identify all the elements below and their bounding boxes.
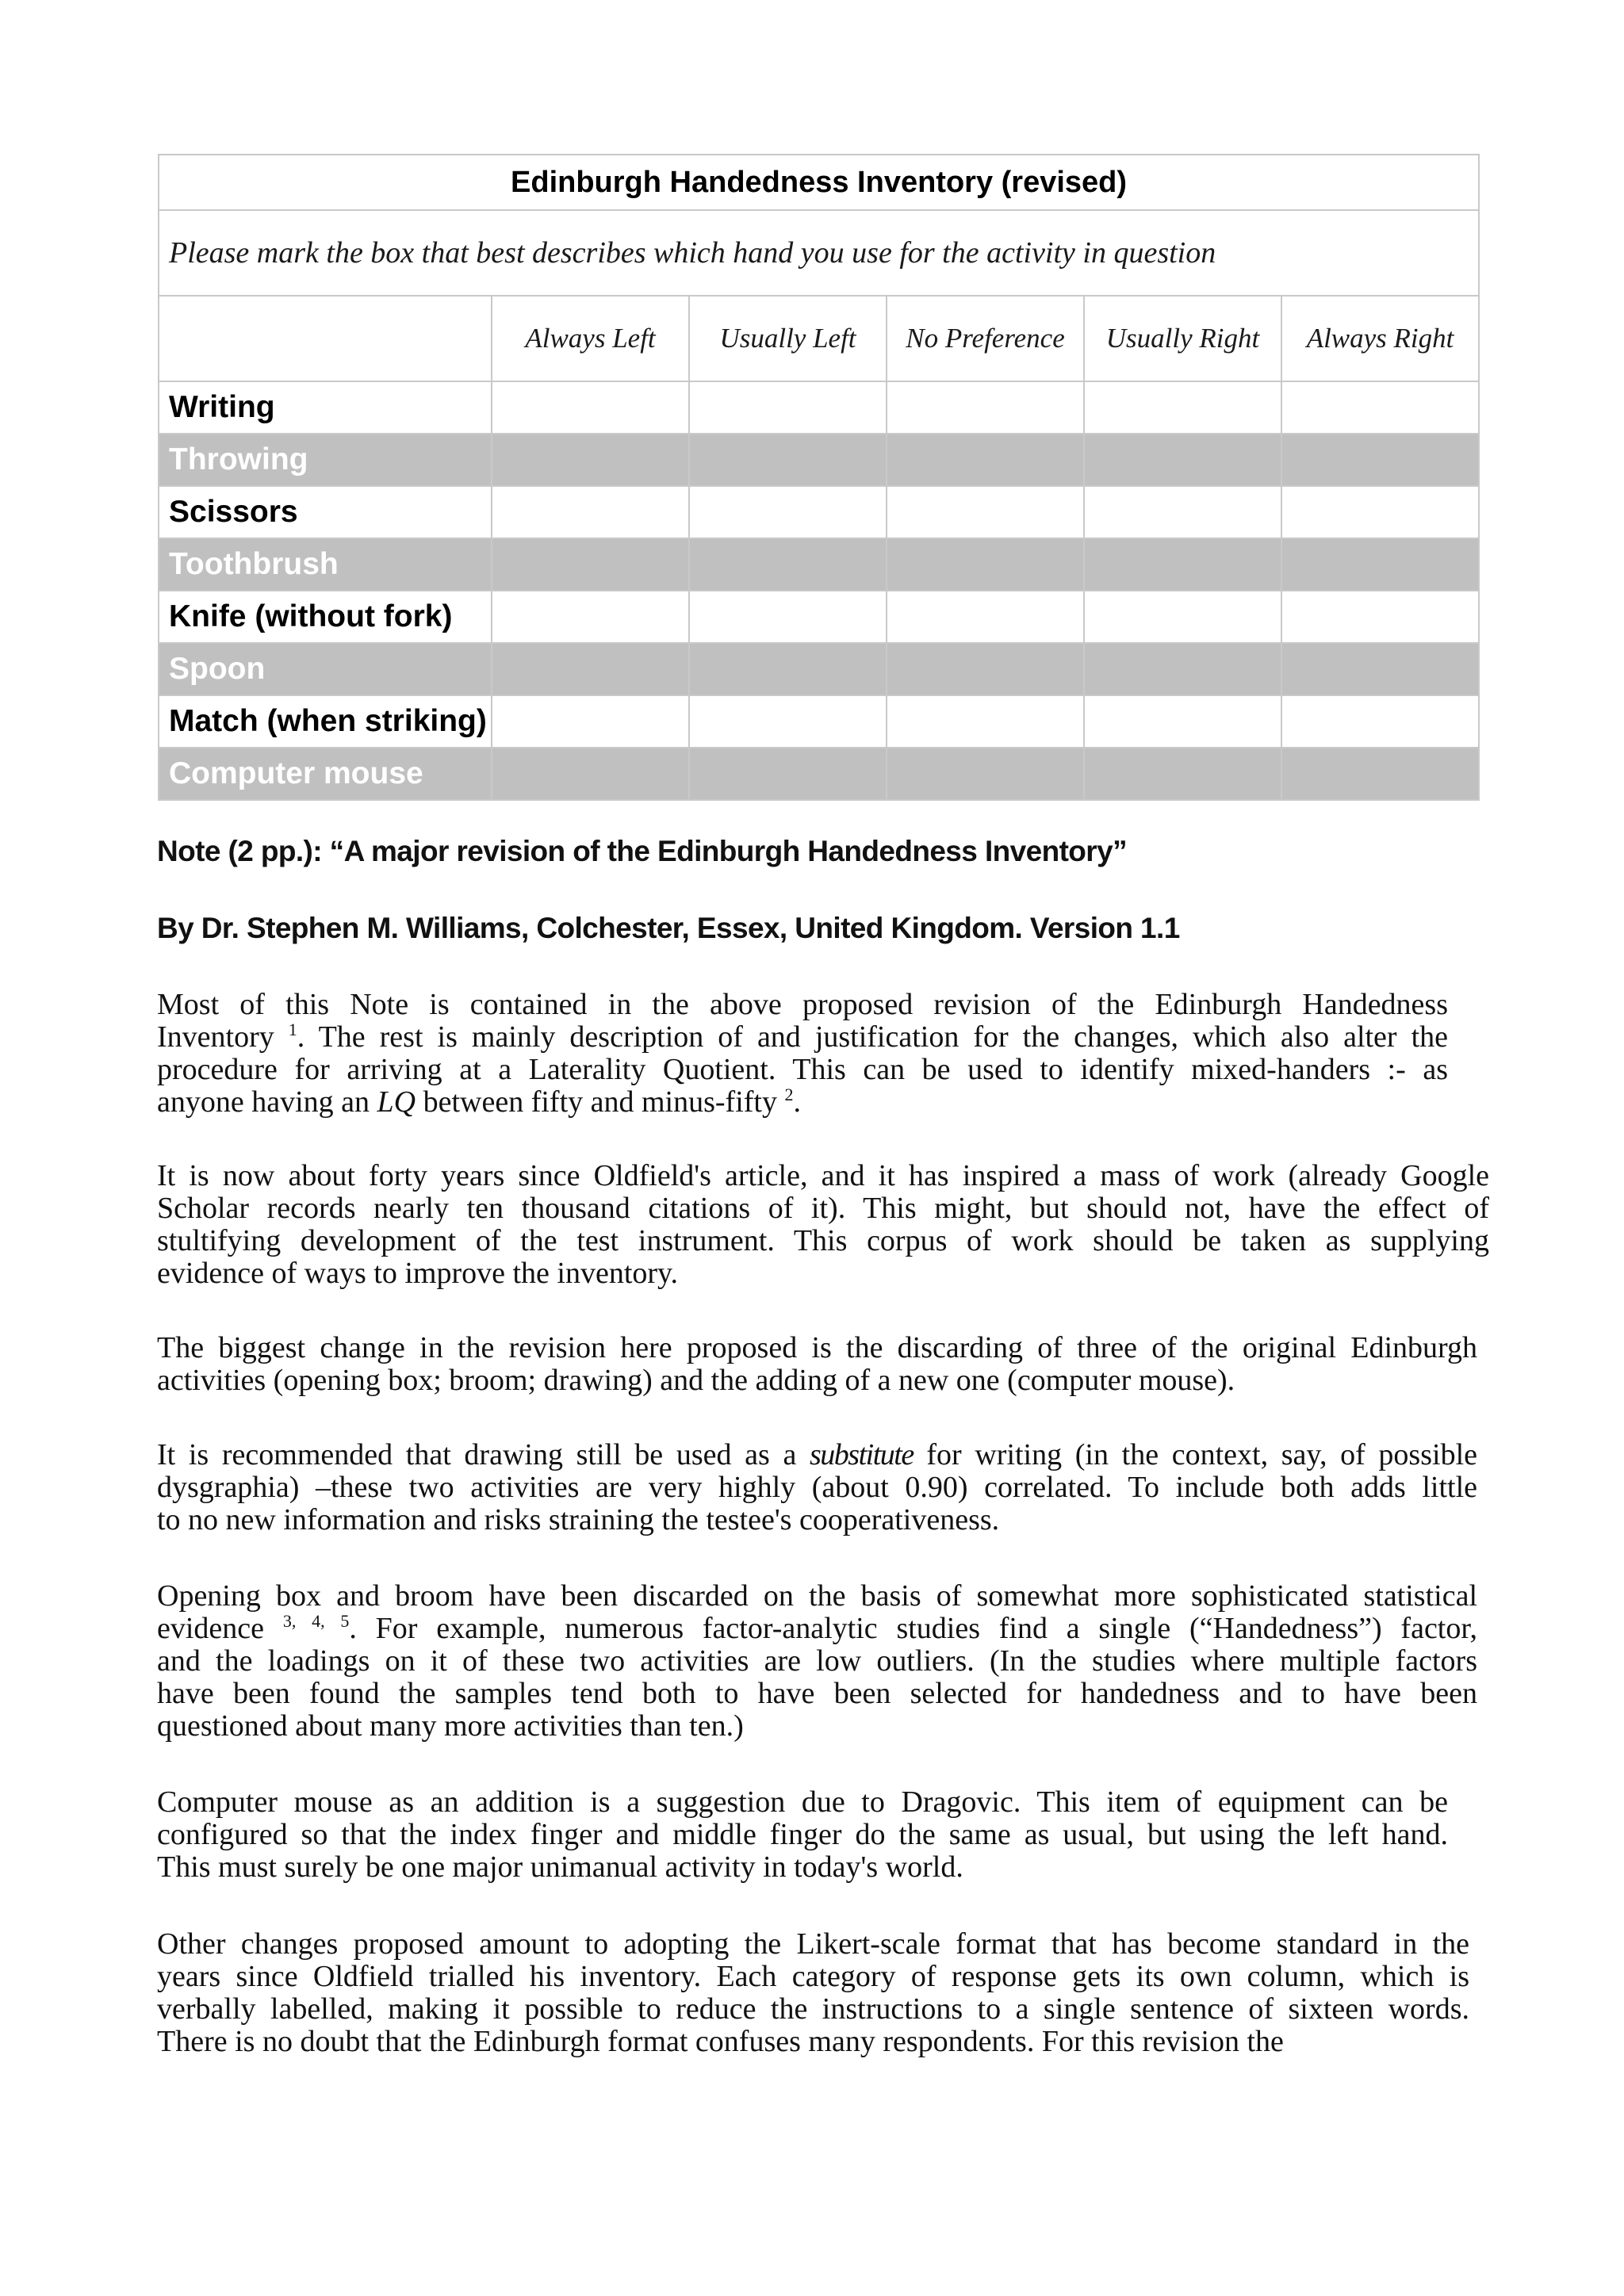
activity-label: Scissors: [159, 486, 492, 538]
paragraph-7: [157, 1928, 1469, 2058]
response-box[interactable]: [1281, 486, 1479, 538]
response-box[interactable]: [492, 538, 689, 591]
text-line: Other changes proposed amount to adopting the Likert-scale format that has become standard in the: [157, 1927, 1469, 1961]
response-box[interactable]: [1084, 643, 1281, 695]
response-box[interactable]: [1281, 748, 1479, 800]
footnote-ref: 3, 4, 5: [282, 1611, 350, 1631]
text-line: configured so that the index finger and middle finger do the same as usual, but using the left hand.: [157, 1818, 1448, 1851]
text-line: stultifying development of the test instrument. This corpus of work should be taken as supplying: [157, 1224, 1489, 1257]
text-run: It is recommended that drawing still be used as a: [157, 1438, 810, 1471]
response-box[interactable]: [689, 643, 887, 695]
text-line: The biggest change in the revision here proposed is the discarding of three of the original Edinburgh: [157, 1331, 1477, 1364]
text-line: Computer mouse as an addition is a suggestion due to Dragovic. This item of equipment can be: [157, 1785, 1448, 1819]
response-box[interactable]: [887, 538, 1084, 591]
activity-label: Toothbrush: [159, 538, 492, 591]
activity-label: Spoon: [159, 643, 492, 695]
text-line: years since Oldfield trialled his inventory. Each category of response gets its own column, which is: [157, 1960, 1469, 1993]
text-line: to no new information and risks straining the testee's cooperativeness.: [157, 1503, 1000, 1536]
text-run: between fifty and minus-fifty: [416, 1085, 785, 1119]
paragraph-5: [157, 1580, 1477, 1743]
response-box[interactable]: [1281, 591, 1479, 643]
response-box[interactable]: [1084, 695, 1281, 748]
paragraph-2: [157, 1160, 1489, 1290]
text-line: and the loadings on it of these two activities are low outliers. (In the studies where multiple factors: [157, 1644, 1477, 1678]
response-box[interactable]: [689, 591, 887, 643]
text-line: Opening box and broom have been discarded on the basis of somewhat more sophisticated statistical: [157, 1579, 1477, 1613]
paragraph-3: [157, 1332, 1477, 1397]
text-line: [157, 1439, 1477, 1471]
substitute-term: substitute: [810, 1438, 914, 1471]
column-header-always-right: Always Right: [1281, 296, 1479, 381]
text-line: procedure for arriving at a Laterality Quotient. This can be used to identify mixed-handers :- as: [157, 1053, 1448, 1086]
response-box[interactable]: [1281, 434, 1479, 486]
response-box[interactable]: [492, 486, 689, 538]
footnote-ref: 2: [784, 1085, 794, 1104]
activity-label: Knife (without fork): [159, 591, 492, 643]
response-box[interactable]: [1281, 643, 1479, 695]
inventory-instruction: Please mark the box that best describes which hand you use for the activity in question: [159, 210, 1479, 296]
text-line: Scholar records nearly ten thousand citations of it). This might, but should not, have the effect of: [157, 1192, 1489, 1225]
text-line: It is now about forty years since Oldfield's article, and it has inspired a mass of work (already Google: [157, 1159, 1489, 1192]
response-box[interactable]: [689, 434, 887, 486]
activity-label: Computer mouse: [159, 748, 492, 800]
response-box[interactable]: [492, 695, 689, 748]
column-header-always-left: Always Left: [492, 296, 689, 381]
response-box[interactable]: [887, 486, 1084, 538]
text-run: anyone having an: [157, 1085, 377, 1119]
text-run: .: [793, 1085, 801, 1119]
response-box[interactable]: [1084, 591, 1281, 643]
text-line: This must surely be one major unimanual activity in today's world.: [157, 1850, 963, 1884]
response-box[interactable]: [887, 434, 1084, 486]
response-box[interactable]: [689, 538, 887, 591]
activity-label: Throwing: [159, 434, 492, 486]
response-box[interactable]: [492, 643, 689, 695]
response-box[interactable]: [887, 695, 1084, 748]
response-box[interactable]: [887, 748, 1084, 800]
response-box[interactable]: [492, 748, 689, 800]
lq-term: LQ: [377, 1085, 416, 1119]
text-line: verbally labelled, making it possible to reduce the instructions to a single sentence of sixteen words.: [157, 1992, 1469, 2026]
header-empty-cell: [159, 296, 492, 381]
text-run: Inventory: [157, 1020, 289, 1054]
text-line: Most of this Note is contained in the above proposed revision of the Edinburgh Handedness: [157, 988, 1448, 1021]
response-box[interactable]: [689, 486, 887, 538]
response-box[interactable]: [1084, 434, 1281, 486]
text-line: [157, 1021, 1448, 1054]
text-line: evidence of ways to improve the inventory.: [157, 1257, 679, 1290]
response-box[interactable]: [492, 591, 689, 643]
activity-row-match: [159, 695, 1479, 748]
response-box[interactable]: [1281, 381, 1479, 434]
column-header-usually-left: Usually Left: [689, 296, 887, 381]
response-box[interactable]: [1281, 538, 1479, 591]
response-box[interactable]: [887, 643, 1084, 695]
handedness-inventory-table: [158, 154, 1480, 801]
activity-row-spoon: [159, 643, 1479, 695]
inventory-title: Edinburgh Handedness Inventory (revised): [159, 155, 1479, 210]
text-run: evidence: [157, 1612, 283, 1645]
footnote-ref: 1: [288, 1020, 297, 1039]
activity-row-throwing: [159, 434, 1479, 486]
response-box[interactable]: [1084, 486, 1281, 538]
text-line: activities (opening box; broom; drawing) and the adding of a new one (computer mouse).: [157, 1364, 1235, 1397]
text-run: . For example, numerous factor-analytic studies find a single (“Handedness”) factor,: [349, 1612, 1477, 1645]
response-box[interactable]: [1281, 695, 1479, 748]
activity-label: Writing: [159, 381, 492, 434]
note-heading: Note (2 pp.): “A major revision of the Edinburgh Handedness Inventory”: [157, 835, 1127, 867]
response-box[interactable]: [1084, 748, 1281, 800]
response-box[interactable]: [1084, 381, 1281, 434]
response-box[interactable]: [689, 695, 887, 748]
text-line: There is no doubt that the Edinburgh format confuses many respondents. For this revision the: [157, 2025, 1284, 2058]
text-line: questioned about many more activities than ten.): [157, 1709, 744, 1743]
text-line: dysgraphia) –these two activities are very highly (about 0.90) correlated. To include both adds little: [157, 1471, 1477, 1504]
text-line: [157, 1086, 1448, 1119]
column-header-usually-right: Usually Right: [1084, 296, 1281, 381]
activity-row-scissors: [159, 486, 1479, 538]
text-line: have been found the samples tend both to have been selected for handedness and to have been: [157, 1677, 1477, 1710]
response-box[interactable]: [689, 748, 887, 800]
text-run: for writing (in the context, say, of possible: [913, 1438, 1477, 1471]
paragraph-6: [157, 1786, 1448, 1884]
column-header-no-preference: No Preference: [887, 296, 1084, 381]
byline-heading: By Dr. Stephen M. Williams, Colchester, Essex, United Kingdom. Version 1.1: [157, 912, 1180, 944]
activity-label: Match (when striking): [159, 695, 492, 748]
text-run: . The rest is mainly description of and justification for the changes, which also alter the: [297, 1020, 1449, 1054]
response-box[interactable]: [887, 381, 1084, 434]
response-box[interactable]: [1084, 538, 1281, 591]
paragraph-4: [157, 1439, 1477, 1536]
activity-row-knife: [159, 591, 1479, 643]
response-box[interactable]: [887, 591, 1084, 643]
column-header-row: [159, 296, 1479, 381]
response-box[interactable]: [689, 381, 887, 434]
activity-row-toothbrush: [159, 538, 1479, 591]
paragraph-1: [157, 989, 1448, 1119]
activity-row-computer-mouse: [159, 748, 1479, 800]
activity-row-writing: [159, 381, 1479, 434]
response-box[interactable]: [492, 434, 689, 486]
text-line: [157, 1613, 1477, 1645]
response-box[interactable]: [492, 381, 689, 434]
